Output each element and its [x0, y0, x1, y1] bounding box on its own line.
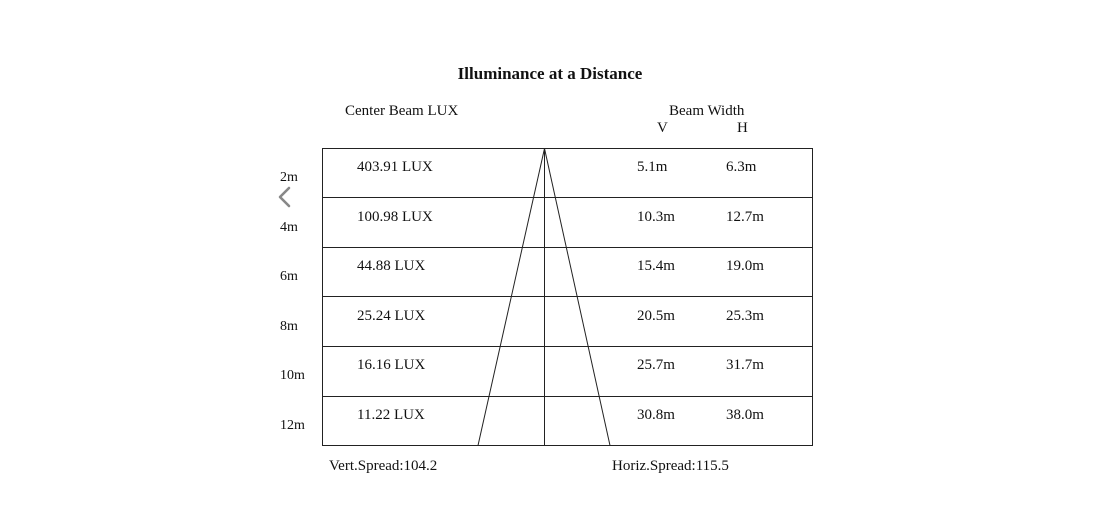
horiz-spread-label: Horiz.Spread:115.5: [612, 458, 729, 474]
beam-width-v-value: 15.4m: [637, 258, 675, 275]
lux-value: 403.91 LUX: [357, 159, 433, 175]
beam-width-header: Beam Width: [669, 103, 745, 119]
beam-width-v-header: V: [657, 120, 668, 136]
beam-width-v-value: 20.5m: [637, 307, 675, 324]
distance-label: 10m: [280, 368, 305, 384]
lux-value: 44.88 LUX: [357, 258, 426, 275]
lux-value: 25.24 LUX: [357, 307, 426, 324]
diagram-title: Illuminance at a Distance: [457, 64, 643, 83]
vert-spread-label: Vert.Spread:104.2: [329, 458, 438, 474]
lux-value: 100.98 LUX: [357, 208, 433, 225]
distance-label: 8m: [280, 318, 298, 334]
distance-label: 4m: [280, 219, 298, 235]
beam-width-h-value: 6.3m: [726, 159, 757, 175]
table-grid: [323, 149, 813, 446]
distance-label: 12m: [280, 418, 305, 433]
lux-value: 11.22 LUX: [357, 407, 425, 423]
beam-width-h-value: 31.7m: [726, 357, 764, 374]
beam-width-h-header: H: [737, 120, 748, 136]
beam-width-h-value: 12.7m: [726, 208, 764, 225]
lux-value: 16.16 LUX: [357, 357, 426, 374]
beam-width-v-value: 30.8m: [637, 407, 675, 423]
beam-width-h-value: 19.0m: [726, 258, 764, 275]
beam-width-v-value: 5.1m: [637, 159, 668, 175]
beam-width-h-value: 38.0m: [726, 407, 764, 423]
chevron-left-icon[interactable]: [274, 184, 296, 210]
center-beam-header: Center Beam LUX: [345, 103, 459, 119]
beam-width-v-value: 25.7m: [637, 357, 675, 374]
beam-width-h-value: 25.3m: [726, 307, 764, 324]
beam-width-v-value: 10.3m: [637, 208, 675, 225]
distance-label: 6m: [280, 269, 298, 285]
distance-label: 2m: [280, 170, 298, 185]
